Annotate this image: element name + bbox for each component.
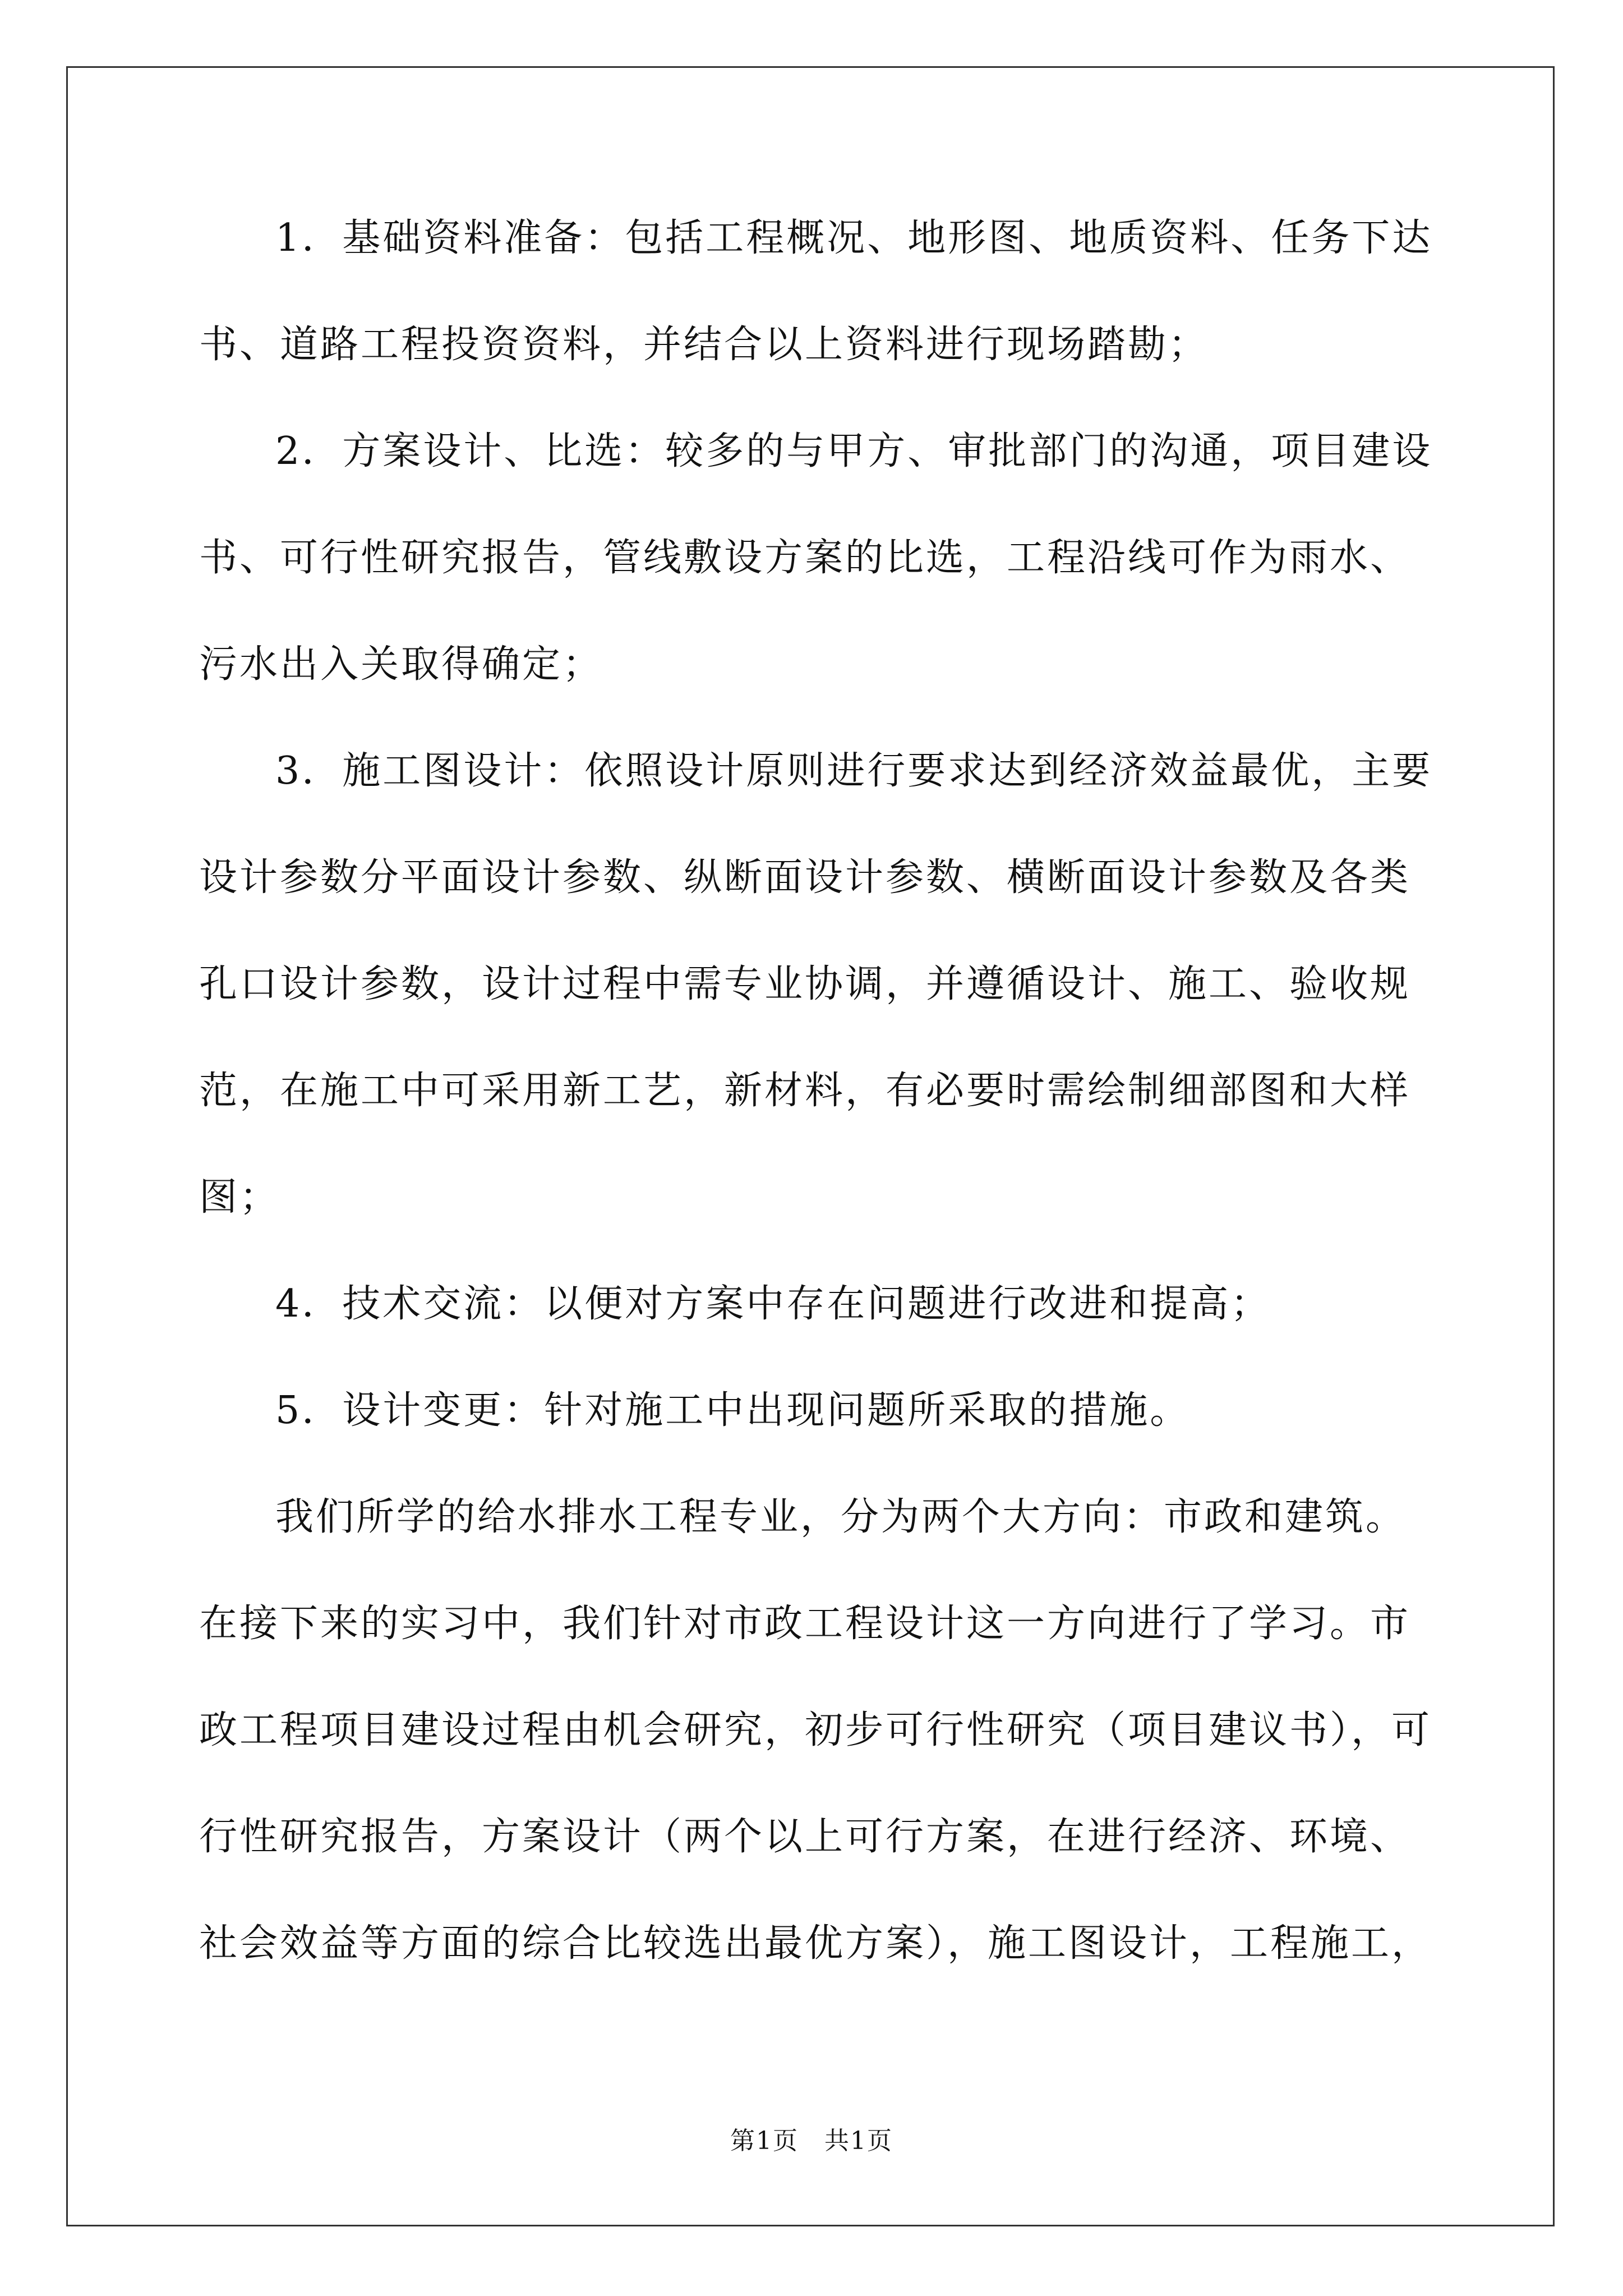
paragraph-1: 1．基础资料准备：包括工程概况、地形图、地质资料、任务下达书、道路工程投资资料，并结合以上资料进行现场踏勘； xyxy=(199,216,1433,367)
paragraph-2: 2．方案设计、比选：较多的与甲方、审批部门的沟通，项目建设书、可行性研究报告，管线敷设方案的比选，工程沿线可作为雨水、污水出入关取得确定； xyxy=(199,429,1433,687)
document-body xyxy=(199,185,1444,1997)
page-footer: 第1页 共1页 xyxy=(730,2127,893,2155)
paragraph-4: 4．技术交流：以便对方案中存在问题进行改进和提高； xyxy=(275,1282,1271,1326)
paragraph-5: 5．设计变更：针对施工中出现问题所采取的措施。 xyxy=(275,1388,1191,1433)
paragraph-3: 3．施工图设计：依照设计原则进行要求达到经济效益最优，主要设计参数分平面设计参数、纵断面设计参数、横断面设计参数及各类孔口设计参数，设计过程中需专业协调，并遵循设计、施工、验收规范，在施工中可采用新工艺，新材料，有必要时需绘制细部图和大样图； xyxy=(199,749,1433,1220)
paragraph-6: 我们所学的给水排水工程专业，分为两个大方向：市政和建筑。在接下来的实习中，我们针对市政工程设计这一方向进行了学习。市政工程项目建设过程由机会研究，初步可行性研究（项目建议书），可行性研究报告，方案设计（两个以上可行方案，在进行经济、环境、社会效益等方面的综合比较选出最优方案），施工图设计，工程施工， xyxy=(199,1495,1432,1966)
